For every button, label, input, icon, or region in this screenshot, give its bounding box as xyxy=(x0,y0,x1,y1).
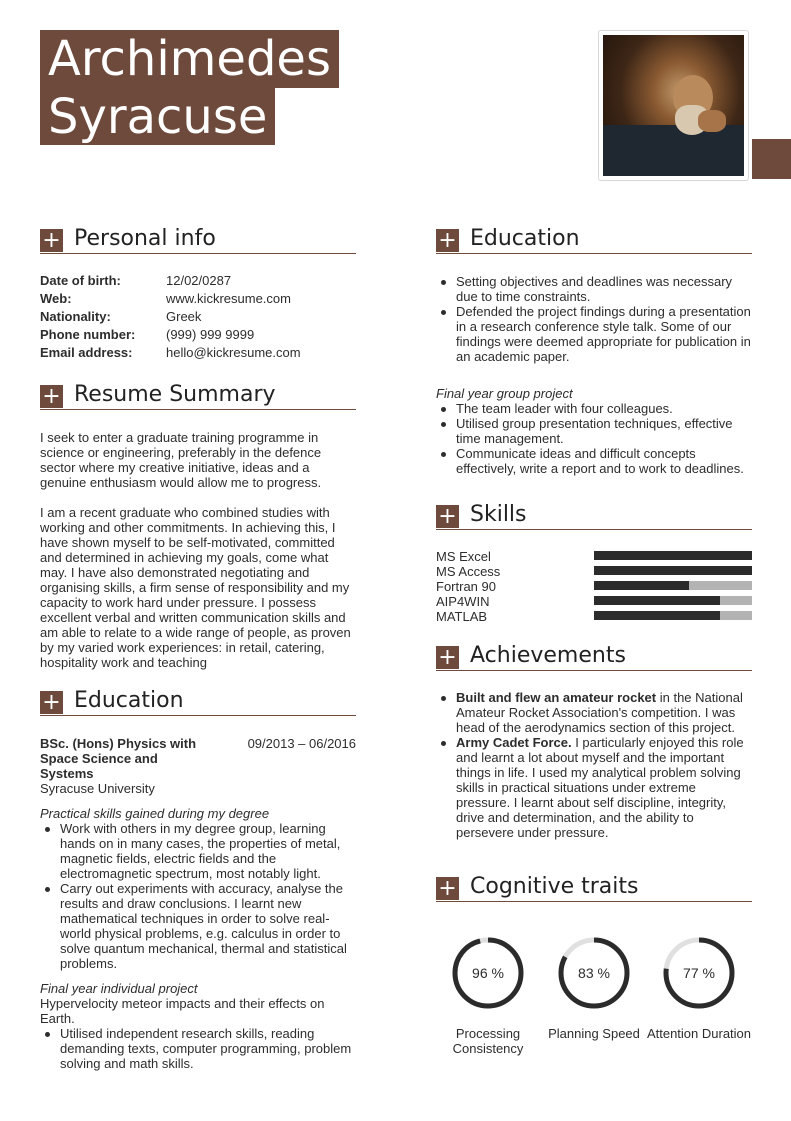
trait-label: Processing Consistency xyxy=(452,1026,524,1056)
final-project-list xyxy=(40,1026,356,1071)
section-achievements xyxy=(436,643,752,671)
list-item: Work with others in my degree group, learning hands on in many cases, the properties of metal, magnetic fields, electric fields and the electromagnetic spectrum, most notably light. xyxy=(40,821,356,881)
achievement-title: Built and flew an amateur rocket xyxy=(456,690,657,705)
skills-list xyxy=(436,549,752,624)
skill-level-fill xyxy=(594,611,720,620)
section-title: Personal info xyxy=(74,226,216,251)
plus-icon: + xyxy=(40,229,63,252)
info-key: Email address: xyxy=(40,345,133,360)
skill-level-fill xyxy=(594,581,689,590)
education-continued xyxy=(436,274,752,476)
info-key: Date of birth: xyxy=(40,273,121,288)
info-value: (999) 999 9999 xyxy=(166,327,255,342)
profile-photo xyxy=(598,30,749,181)
section-cognitive-traits xyxy=(436,874,752,902)
section-personal-info xyxy=(40,226,356,254)
list-item: Carry out experiments with accuracy, analyse the results and draw conclusions. I learnt new mathematical techniques in order to solve real-world physical problems, e.g. calculus in order to solve quantum mechanical, thermal and statistical problems. xyxy=(40,881,356,971)
skill-level-fill xyxy=(594,566,752,575)
info-value: Greek xyxy=(166,309,202,324)
section-title: Education xyxy=(74,688,184,713)
skill-level-fill xyxy=(594,551,752,560)
list-item: Communicate ideas and difficult concepts effectively, write a report and to work to deadlines. xyxy=(436,446,752,476)
section-education-right xyxy=(436,226,752,254)
skill-row xyxy=(436,549,752,564)
trait-percent: 77 % xyxy=(683,965,715,981)
skill-name: MS Excel xyxy=(436,549,491,564)
plus-icon: + xyxy=(436,229,459,252)
section-title: Achievements xyxy=(470,643,626,668)
accent-block xyxy=(752,139,791,179)
skill-name: MATLAB xyxy=(436,609,488,624)
portrait-image xyxy=(603,35,744,176)
list-item: Utilised group presentation techniques, effective time management. xyxy=(436,416,752,446)
section-title: Cognitive traits xyxy=(470,874,639,899)
skill-name: Fortran 90 xyxy=(436,579,496,594)
summary-paragraph-1: I seek to enter a graduate training programme in science or engineering, preferably in the defence sector where my creative initiative, ideas and a genuine enthusiasm would allow me to progress. xyxy=(40,430,322,490)
skill-name: MS Access xyxy=(436,564,501,579)
skill-level-bar xyxy=(594,566,752,575)
achievements-list xyxy=(456,690,752,840)
name-last: Syracuse xyxy=(40,88,275,145)
section-summary xyxy=(40,382,356,410)
final-project-text: Hypervelocity meteor impacts and their effects on Earth. xyxy=(40,996,325,1026)
email-link[interactable]: hello@kickresume.com xyxy=(166,345,301,360)
practical-heading: Practical skills gained during my degree xyxy=(40,806,270,821)
info-key: Nationality: xyxy=(40,309,111,324)
achievement-item xyxy=(436,690,752,735)
skill-row xyxy=(436,609,752,624)
group-project-heading: Final year group project xyxy=(436,386,573,401)
skill-level-bar xyxy=(594,551,752,560)
info-row xyxy=(40,345,356,363)
plus-icon: + xyxy=(436,646,459,669)
achievement-text: I particularly enjoyed this role and learnt a lot about myself and the important things in life. I used my analytical problem solving skills in practical situations under extreme pressure. I learnt about self discipline, integrity, drive and determination, and the ability to persevere under pressure. xyxy=(456,735,744,840)
summary-paragraph-2: I am a recent graduate who combined studies with working and other commitments. In achieving this, I have shown myself to be self-motivated, committed and determined in achieving my goals, come what may. I have also demonstrated negotiating and organising skills, a firm sense of responsibility and my capacity to work hard under pressure. I possess excellent verbal and written communication skills and am able to relate to a wide range of people, as proven by my varied work experiences: in retail, catering, hospitality work and teaching xyxy=(40,505,351,670)
education-dates: 09/2013 – 06/2016 xyxy=(247,736,356,751)
trait-percent: 96 % xyxy=(472,965,504,981)
skill-name: AIP4WIN xyxy=(436,594,490,609)
skill-row xyxy=(436,564,752,579)
list-item: Utilised independent research skills, reading demanding texts, computer programming, problem solving and math skills. xyxy=(40,1026,356,1071)
trait-label: Attention Duration xyxy=(646,1026,752,1041)
group-project-list xyxy=(436,401,752,476)
plus-icon: + xyxy=(436,505,459,528)
name-first: Archimedes xyxy=(40,30,339,88)
info-row xyxy=(40,327,356,345)
plus-icon: + xyxy=(436,877,459,900)
personal-info-table xyxy=(40,273,356,363)
skill-row xyxy=(436,579,752,594)
info-key: Web: xyxy=(40,291,72,306)
trait-item xyxy=(539,934,649,1041)
final-project-heading: Final year individual project xyxy=(40,981,198,996)
info-row xyxy=(40,273,356,291)
website-link[interactable]: www.kickresume.com xyxy=(166,291,291,306)
practical-list xyxy=(40,821,356,971)
section-title: Resume Summary xyxy=(74,382,276,407)
skill-level-bar xyxy=(594,596,752,605)
education-entry xyxy=(40,736,356,1071)
skill-row xyxy=(436,594,752,609)
list-item: Defended the project findings during a presentation in a research conference style talk. Some of our findings were deemed appropriate for publication in an academic paper. xyxy=(436,304,752,364)
trait-item xyxy=(644,934,754,1041)
degree-title: BSc. (Hons) Physics with Space Science and Systems xyxy=(40,736,197,781)
info-value: 12/02/0287 xyxy=(166,273,232,288)
section-title: Skills xyxy=(470,502,527,527)
achievement-text: in the National Amateur Rocket Association's competition. I was head of the aerodynamics section of this project. xyxy=(456,690,743,735)
info-key: Phone number: xyxy=(40,327,136,342)
trait-percent: 83 % xyxy=(578,965,610,981)
trait-item xyxy=(433,934,543,1056)
info-row xyxy=(40,309,356,327)
section-skills xyxy=(436,502,752,530)
section-title: Education xyxy=(470,226,580,251)
school-name: Syracuse University xyxy=(40,781,155,796)
trait-label: Planning Speed xyxy=(548,1026,640,1041)
skill-level-bar xyxy=(594,611,752,620)
section-education xyxy=(40,688,356,716)
list-item: Setting objectives and deadlines was necessary due to time constraints. xyxy=(436,274,752,304)
achievement-title: Army Cadet Force. xyxy=(456,735,572,750)
plus-icon: + xyxy=(40,385,63,408)
skill-level-fill xyxy=(594,596,720,605)
skill-level-bar xyxy=(594,581,752,590)
list-item: The team leader with four colleagues. xyxy=(436,401,752,416)
objectives-list xyxy=(436,274,752,364)
plus-icon: + xyxy=(40,691,63,714)
info-row xyxy=(40,291,356,309)
achievement-item xyxy=(436,735,752,840)
